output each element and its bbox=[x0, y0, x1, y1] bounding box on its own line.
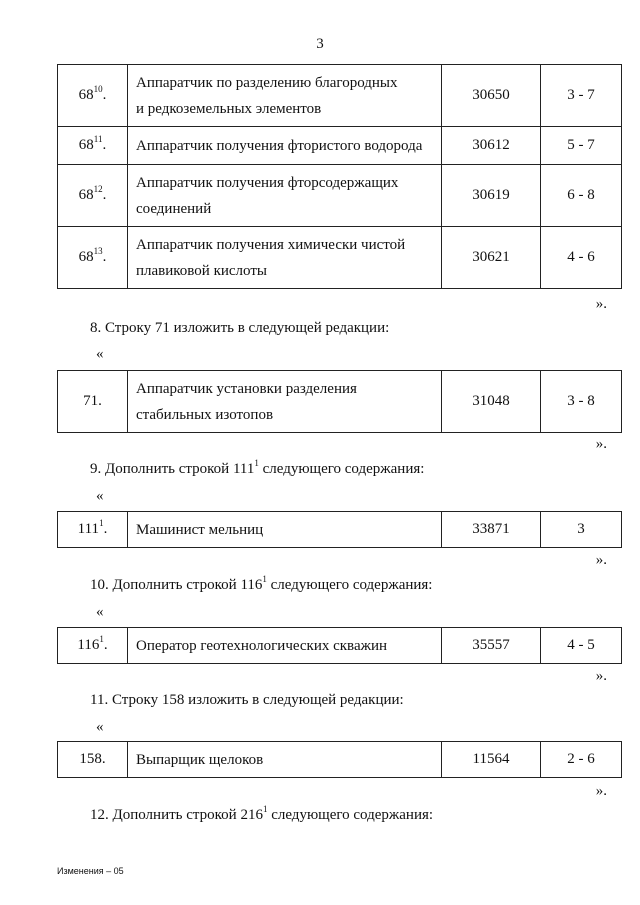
profession-code: 30650 bbox=[442, 65, 541, 127]
closing-quote: ». bbox=[595, 296, 607, 312]
profession-code: 33871 bbox=[442, 512, 541, 548]
profession-code: 30612 bbox=[442, 127, 541, 165]
category-range: 4 - 5 bbox=[541, 628, 622, 664]
closing-quote: ». bbox=[595, 668, 607, 684]
row-number: $68^{13}$. bbox=[58, 227, 128, 289]
profession-name: Выпарщик щелоков bbox=[128, 742, 442, 778]
row-number: $68^{10}$. bbox=[58, 65, 128, 127]
professions-table-68 bbox=[57, 64, 622, 289]
category-range: 3 - 8 bbox=[541, 371, 622, 433]
table-row bbox=[58, 742, 622, 778]
table-row bbox=[58, 165, 622, 227]
table-row bbox=[58, 512, 622, 548]
row-number: 71. bbox=[58, 371, 128, 433]
page-number: 3 bbox=[316, 36, 324, 52]
professions-table-111 bbox=[57, 511, 622, 548]
opening-quote: « bbox=[96, 346, 104, 362]
opening-quote: « bbox=[96, 604, 104, 620]
professions-table-116 bbox=[57, 627, 622, 664]
category-range: 3 bbox=[541, 512, 622, 548]
closing-quote: ». bbox=[595, 552, 607, 568]
professions-table-158 bbox=[57, 741, 622, 778]
paragraph-item-10: 10. Дополнить строкой $116^1$ следующего содержания: bbox=[90, 574, 433, 593]
profession-name: Аппаратчик по разделению благородных и редкоземельных элементов bbox=[128, 65, 442, 127]
profession-code: 11564 bbox=[442, 742, 541, 778]
paragraph-item-12: 12. Дополнить строкой $216^1$ следующего содержания: bbox=[90, 804, 434, 823]
category-range: 4 - 6 bbox=[541, 227, 622, 289]
category-range: 3 - 7 bbox=[541, 65, 622, 127]
profession-code: 30619 bbox=[442, 165, 541, 227]
profession-name: Аппаратчик получения фторсодержащих соединений bbox=[128, 165, 442, 227]
profession-name: Оператор геотехнологических скважин bbox=[128, 628, 442, 664]
paragraph-item-8: 8. Строку 71 изложить в следующей редакции: bbox=[90, 320, 390, 336]
paragraph-item-9: 9. Дополнить строкой $111^1$ следующего содержания: bbox=[90, 458, 425, 477]
profession-name: Аппаратчик получения химически чистой плавиковой кислоты bbox=[128, 227, 442, 289]
profession-name: Аппаратчик установки разделения стабильных изотопов bbox=[128, 371, 442, 433]
row-number: $116^1$. bbox=[58, 628, 128, 664]
opening-quote: « bbox=[96, 719, 104, 735]
table-row bbox=[58, 628, 622, 664]
profession-name: Машинист мельниц bbox=[128, 512, 442, 548]
profession-code: 35557 bbox=[442, 628, 541, 664]
profession-name: Аппаратчик получения фтористого водорода bbox=[128, 127, 442, 165]
category-range: 2 - 6 bbox=[541, 742, 622, 778]
paragraph-item-11: 11. Строку 158 изложить в следующей редакции: bbox=[90, 692, 404, 708]
closing-quote: ». bbox=[595, 783, 607, 799]
category-range: 5 - 7 bbox=[541, 127, 622, 165]
closing-quote: ». bbox=[595, 436, 607, 452]
opening-quote: « bbox=[96, 488, 104, 504]
profession-code: 31048 bbox=[442, 371, 541, 433]
table-row bbox=[58, 371, 622, 433]
row-number: $68^{12}$. bbox=[58, 165, 128, 227]
row-number: $111^1$. bbox=[58, 512, 128, 548]
category-range: 6 - 8 bbox=[541, 165, 622, 227]
table-row bbox=[58, 127, 622, 165]
table-row bbox=[58, 65, 622, 127]
professions-table-71 bbox=[57, 370, 622, 433]
footer-note: Изменения – 05 bbox=[57, 866, 124, 876]
row-number: 158. bbox=[58, 742, 128, 778]
row-number: $68^{11}$. bbox=[58, 127, 128, 165]
profession-code: 30621 bbox=[442, 227, 541, 289]
table-row bbox=[58, 227, 622, 289]
